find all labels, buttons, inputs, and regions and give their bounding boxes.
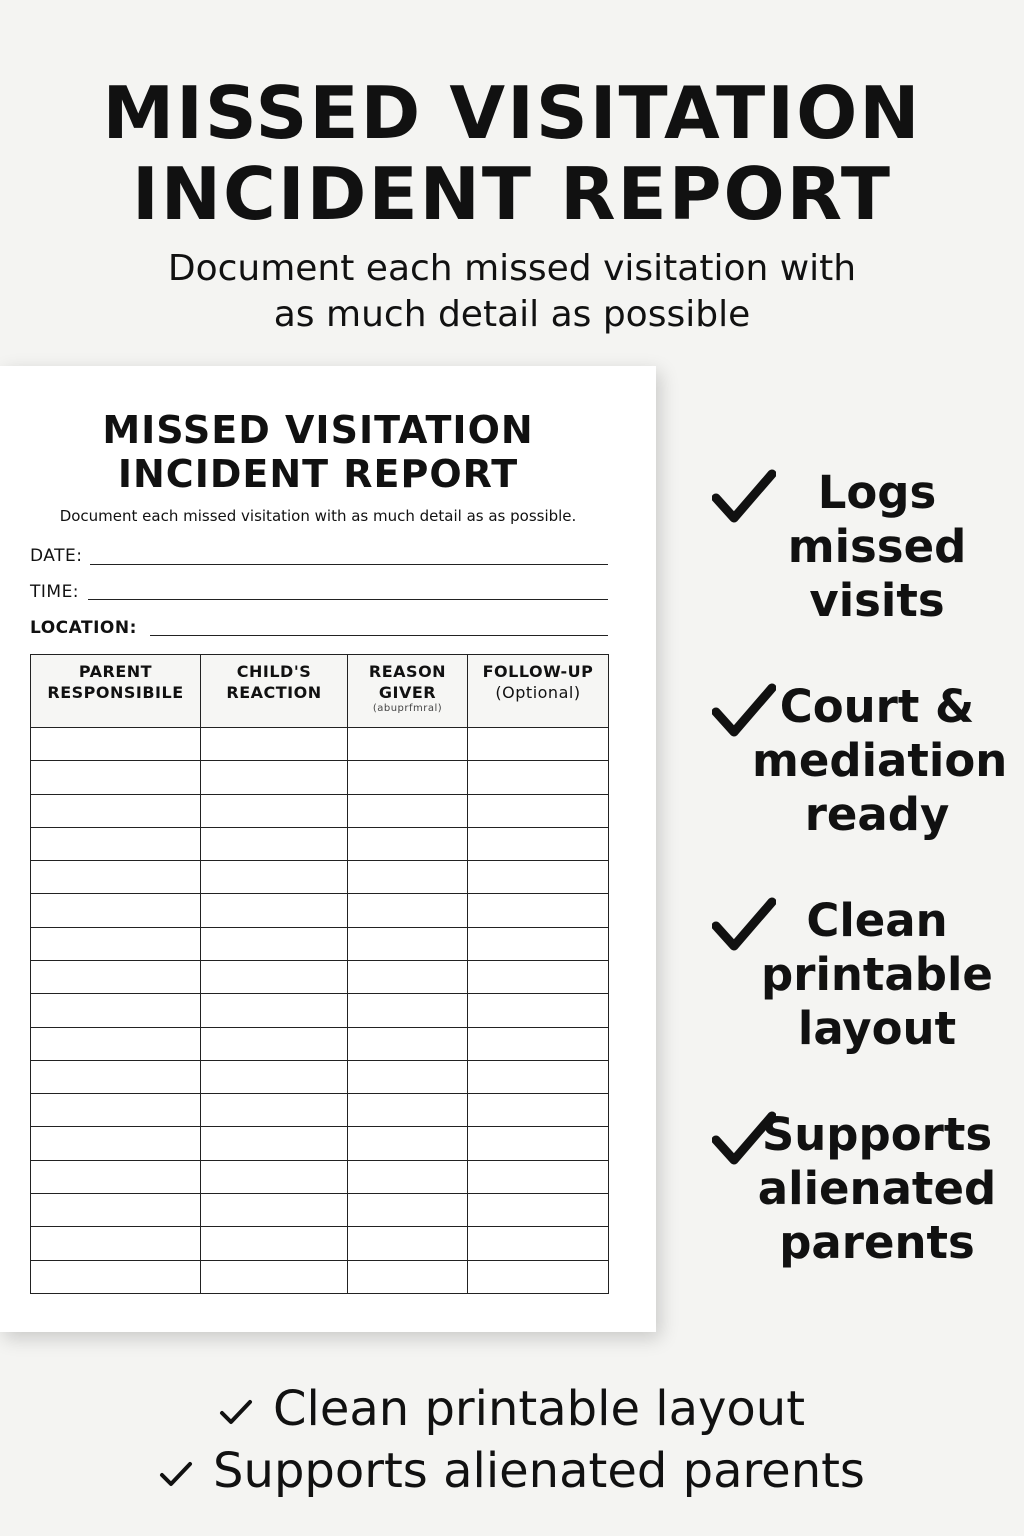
table-row <box>31 1260 609 1294</box>
table-cell[interactable] <box>31 1127 201 1160</box>
table-cell[interactable] <box>468 861 609 894</box>
table-row <box>31 927 609 960</box>
table-cell[interactable] <box>201 1260 348 1294</box>
table-cell[interactable] <box>348 1027 468 1060</box>
table-cell[interactable] <box>201 1060 348 1093</box>
column-header-text: GIVER <box>378 683 437 702</box>
table-cell[interactable] <box>31 1260 201 1294</box>
feature-item-logs <box>712 466 1002 628</box>
table-cell[interactable] <box>468 728 609 761</box>
column-header-parent-responsible <box>31 655 201 728</box>
date-field-line[interactable] <box>90 564 608 565</box>
footer-text: Supports alienated parents <box>213 1443 865 1499</box>
table-cell[interactable] <box>31 861 201 894</box>
feature-text: Clean <box>806 894 948 947</box>
table-cell[interactable] <box>201 728 348 761</box>
table-cell[interactable] <box>468 1227 609 1260</box>
table-cell[interactable] <box>468 1127 609 1160</box>
table-cell[interactable] <box>348 761 468 794</box>
table-row <box>31 994 609 1027</box>
table-row <box>31 1227 609 1260</box>
table-cell[interactable] <box>201 1127 348 1160</box>
table-header-row <box>31 655 609 728</box>
table-row <box>31 794 609 827</box>
table-cell[interactable] <box>31 1094 201 1127</box>
table-cell[interactable] <box>468 761 609 794</box>
table-cell[interactable] <box>468 1094 609 1127</box>
table-cell[interactable] <box>31 1160 201 1193</box>
table-cell[interactable] <box>31 761 201 794</box>
table-cell[interactable] <box>348 894 468 927</box>
table-cell[interactable] <box>31 1227 201 1260</box>
page-subtitle-line-1: Document each missed visitation with <box>167 248 857 289</box>
table-row <box>31 827 609 860</box>
footer-line-2 <box>0 1442 1024 1500</box>
column-header-hint: (abuprfmral) <box>372 703 443 714</box>
table-cell[interactable] <box>31 827 201 860</box>
checkmark-icon <box>159 1459 193 1489</box>
form-subtitle: Document each missed visitation with as much detail as as possible. <box>59 507 577 525</box>
table-cell[interactable] <box>31 960 201 993</box>
table-cell[interactable] <box>468 994 609 1027</box>
feature-text: Court & <box>779 680 975 733</box>
table-cell[interactable] <box>468 1260 609 1294</box>
table-cell[interactable] <box>31 1060 201 1093</box>
table-cell[interactable] <box>348 1160 468 1193</box>
table-cell[interactable] <box>348 994 468 1027</box>
feature-text: ready <box>804 788 950 841</box>
table-cell[interactable] <box>201 927 348 960</box>
table-cell[interactable] <box>201 761 348 794</box>
table-cell[interactable] <box>468 827 609 860</box>
column-header-childs-reaction <box>201 655 348 728</box>
table-cell[interactable] <box>31 1027 201 1060</box>
table-cell[interactable] <box>201 1094 348 1127</box>
page-subtitle-line-2: as much detail as possible <box>273 294 751 335</box>
table-cell[interactable] <box>468 927 609 960</box>
column-header-text: REACTION <box>226 683 322 702</box>
column-header-reason-giver <box>348 655 468 728</box>
incident-log-table <box>30 654 609 1294</box>
table-cell[interactable] <box>348 728 468 761</box>
table-cell[interactable] <box>201 794 348 827</box>
table-cell[interactable] <box>31 1193 201 1226</box>
location-label: LOCATION: <box>30 618 137 638</box>
table-cell[interactable] <box>201 827 348 860</box>
table-cell[interactable] <box>201 960 348 993</box>
table-cell[interactable] <box>468 1160 609 1193</box>
table-cell[interactable] <box>201 1227 348 1260</box>
feature-item-clean <box>712 894 1002 1056</box>
feature-text: Logs <box>817 466 937 519</box>
table-cell[interactable] <box>468 1027 609 1060</box>
time-label: TIME: <box>30 582 80 602</box>
feature-text: alienated <box>757 1162 997 1215</box>
date-label: DATE: <box>30 546 83 566</box>
table-cell[interactable] <box>348 1193 468 1226</box>
location-field-line[interactable] <box>150 635 608 636</box>
table-row <box>31 1027 609 1060</box>
form-title-line-2: INCIDENT REPORT <box>117 452 519 496</box>
column-header-text: CHILD'S <box>236 662 312 681</box>
table-cell[interactable] <box>468 794 609 827</box>
table-cell[interactable] <box>348 861 468 894</box>
table-body <box>31 728 609 1294</box>
checkmark-icon <box>219 1397 253 1427</box>
table-cell[interactable] <box>31 894 201 927</box>
feature-text: parents <box>779 1216 975 1269</box>
table-cell[interactable] <box>348 1060 468 1093</box>
table-cell[interactable] <box>348 794 468 827</box>
table-cell[interactable] <box>31 994 201 1027</box>
table-cell[interactable] <box>348 1260 468 1294</box>
table-cell[interactable] <box>468 1060 609 1093</box>
table-row <box>31 1193 609 1226</box>
table-cell[interactable] <box>31 927 201 960</box>
table-cell[interactable] <box>348 927 468 960</box>
table-row <box>31 1160 609 1193</box>
table-cell[interactable] <box>201 894 348 927</box>
table-row <box>31 761 609 794</box>
table-cell[interactable] <box>348 827 468 860</box>
column-header-text: PARENT <box>78 662 153 681</box>
feature-text: missed <box>787 520 967 573</box>
feature-text: visits <box>809 574 945 627</box>
table-cell[interactable] <box>348 1094 468 1127</box>
table-cell[interactable] <box>348 960 468 993</box>
column-header-text: (Optional) <box>495 683 581 702</box>
page-title-line-1: MISSED VISITATION <box>102 71 922 155</box>
column-header-text: FOLLOW-UP <box>482 662 594 681</box>
table-row <box>31 960 609 993</box>
footer-text: Clean printable layout <box>272 1381 806 1437</box>
table-cell[interactable] <box>31 728 201 761</box>
table-cell[interactable] <box>468 894 609 927</box>
checkmark-icon <box>712 682 776 740</box>
table-cell[interactable] <box>201 1193 348 1226</box>
feature-text: printable <box>761 948 993 1001</box>
table-row <box>31 1127 609 1160</box>
table-row <box>31 861 609 894</box>
column-header-text: RESPONSIBILE <box>47 683 184 702</box>
table-cell[interactable] <box>348 1127 468 1160</box>
checkmark-icon <box>712 896 776 954</box>
feature-item-supports <box>712 1108 1002 1270</box>
feature-text: Supports <box>761 1108 993 1161</box>
footer-line-1 <box>0 1380 1024 1438</box>
page-title-line-2: INCIDENT REPORT <box>132 152 892 236</box>
table-row <box>31 728 609 761</box>
table-cell[interactable] <box>201 1160 348 1193</box>
table-cell[interactable] <box>468 960 609 993</box>
time-field-line[interactable] <box>88 599 608 600</box>
feature-item-court <box>712 680 1008 842</box>
table-cell[interactable] <box>201 861 348 894</box>
table-row <box>31 894 609 927</box>
table-row <box>31 1060 609 1093</box>
table-row <box>31 1094 609 1127</box>
table-cell[interactable] <box>348 1227 468 1260</box>
checkmark-icon <box>712 1110 776 1168</box>
column-header-follow-up <box>468 655 609 728</box>
form-sheet <box>0 366 656 1332</box>
feature-text: layout <box>797 1002 957 1055</box>
column-header-text: REASON <box>368 662 447 681</box>
table-cell[interactable] <box>31 794 201 827</box>
table-cell[interactable] <box>201 994 348 1027</box>
feature-text: mediation <box>752 734 1008 787</box>
checkmark-icon <box>712 468 776 526</box>
form-title-line-1: MISSED VISITATION <box>102 408 534 452</box>
table-cell[interactable] <box>468 1193 609 1226</box>
table-cell[interactable] <box>201 1027 348 1060</box>
